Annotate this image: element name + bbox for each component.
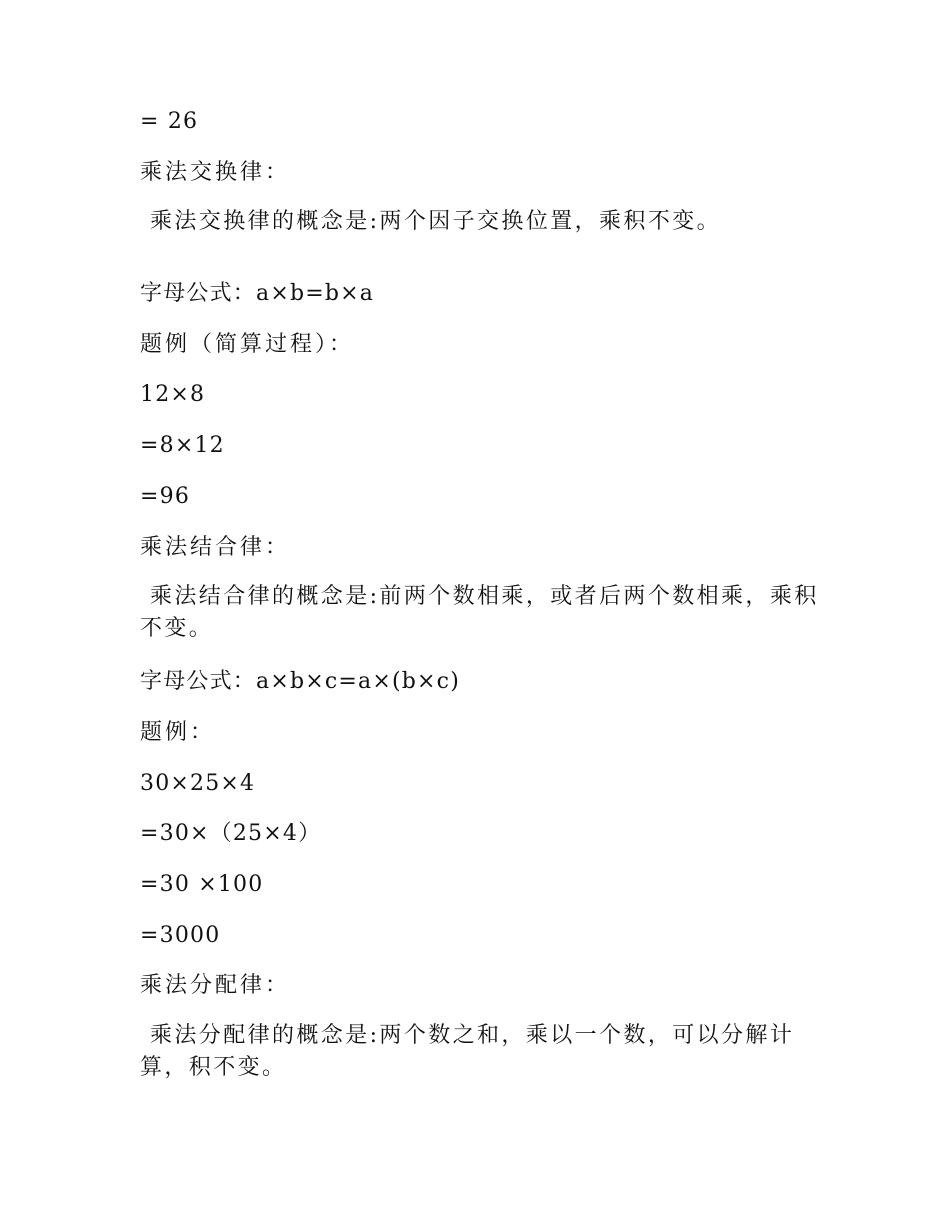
section-heading-commutative: 乘法交换律： bbox=[140, 159, 291, 185]
math-line: 12×8 bbox=[140, 382, 206, 408]
section-heading-associative: 乘法结合律： bbox=[140, 534, 291, 560]
formula-line-associative: 字母公式：a×b×c=a×(b×c) bbox=[140, 669, 460, 695]
math-line: =8×12 bbox=[140, 433, 225, 459]
math-line: = 26 bbox=[140, 109, 199, 134]
example-heading-commutative: 题例（简算过程）： bbox=[140, 331, 355, 357]
math-line: =30 ×100 bbox=[140, 871, 264, 897]
math-line: =30×（25×4） bbox=[140, 821, 322, 847]
definition-paragraph-distributive: 乘法分配律的概念是:两个数之和，乘以一个数，可以分解计算，积不变。 bbox=[140, 1023, 795, 1080]
math-line: 30×25×4 bbox=[140, 770, 256, 796]
math-line: =96 bbox=[140, 483, 191, 509]
definition-paragraph-commutative: 乘法交换律的概念是:两个因子交换位置，乘积不变。 bbox=[150, 209, 722, 235]
definition-paragraph-associative: 乘法结合律的概念是:前两个数相乘，或者后两个数相乘，乘积不变。 bbox=[140, 584, 819, 642]
document-body bbox=[140, 105, 820, 1104]
formula-line-commutative: 字母公式：a×b=b×a bbox=[140, 281, 375, 307]
example-heading-associative: 题例： bbox=[140, 719, 216, 745]
math-line: =3000 bbox=[140, 922, 221, 948]
section-heading-distributive: 乘法分配律： bbox=[140, 973, 291, 999]
